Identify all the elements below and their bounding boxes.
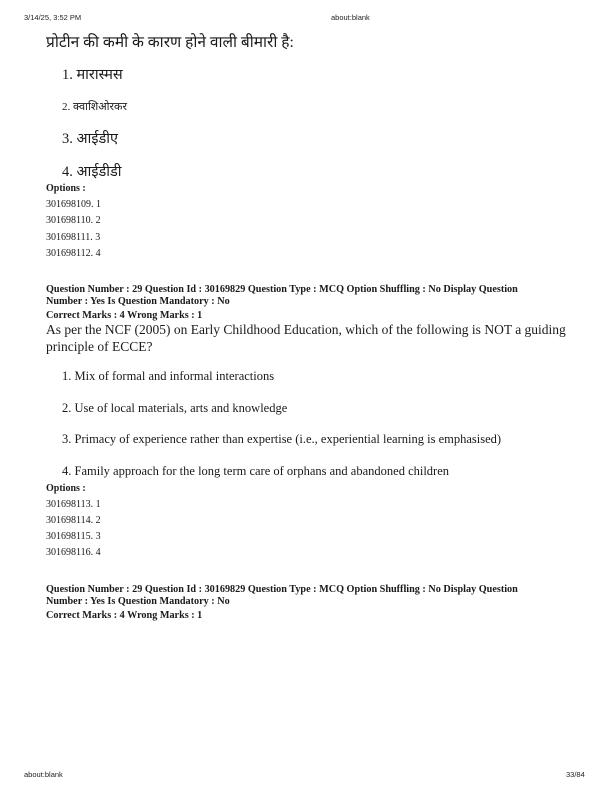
page-number: 33/84 xyxy=(566,770,585,779)
option-3: 3. Primacy of experience rather than expertise (i.e., experiential learning is emphasised) xyxy=(62,432,502,446)
option-id: 301698109. 1 xyxy=(46,199,101,210)
option-4: 4. आईडीडी xyxy=(62,164,122,180)
option-id: 301698110. 2 xyxy=(46,215,101,226)
question-marks: Correct Marks : 4 Wrong Marks : 1 xyxy=(46,610,203,621)
question-text-hindi: प्रोटीन की कमी के कारण होने वाली बीमारी है: xyxy=(46,34,294,51)
option-1: 1. मारास्मस xyxy=(62,67,123,83)
question-marks: Correct Marks : 4 Wrong Marks : 1 xyxy=(46,310,203,321)
options-label: Options : xyxy=(46,483,86,494)
option-3: 3. आईडीए xyxy=(62,131,118,147)
option-4: 4. Family approach for the long term care of orphans and abandoned children xyxy=(62,464,450,478)
question-text: As per the NCF (2005) on Early Childhood Education, which of the following is NOT a guiding principle of ECCE? xyxy=(46,322,566,354)
option-id: 301698115. 3 xyxy=(46,531,101,542)
option-id: 301698111. 3 xyxy=(46,232,101,243)
option-id: 301698116. 4 xyxy=(46,547,101,558)
option-id: 301698113. 1 xyxy=(46,499,101,510)
question-meta-line1: Question Number : 29 Question Id : 30169829 Question Type : MCQ Option Shuffling : No Display Question xyxy=(46,584,518,595)
option-id: 301698114. 2 xyxy=(46,515,101,526)
options-label: Options : xyxy=(46,183,86,194)
question-meta-line1: Question Number : 29 Question Id : 30169829 Question Type : MCQ Option Shuffling : No Display Question xyxy=(46,284,518,295)
option-2: 2. क्वाशिओरकर xyxy=(62,101,127,113)
header-url: about:blank xyxy=(331,13,370,22)
footer-url: about:blank xyxy=(24,770,63,779)
question-meta-line2: Number : Yes Is Question Mandatory : No xyxy=(46,596,230,607)
header-datetime: 3/14/25, 3:52 PM xyxy=(24,13,82,22)
question-meta-line2: Number : Yes Is Question Mandatory : No xyxy=(46,296,230,307)
option-2: 2. Use of local materials, arts and knowledge xyxy=(62,401,288,415)
option-1: 1. Mix of formal and informal interactions xyxy=(62,369,275,383)
option-id: 301698112. 4 xyxy=(46,248,101,259)
